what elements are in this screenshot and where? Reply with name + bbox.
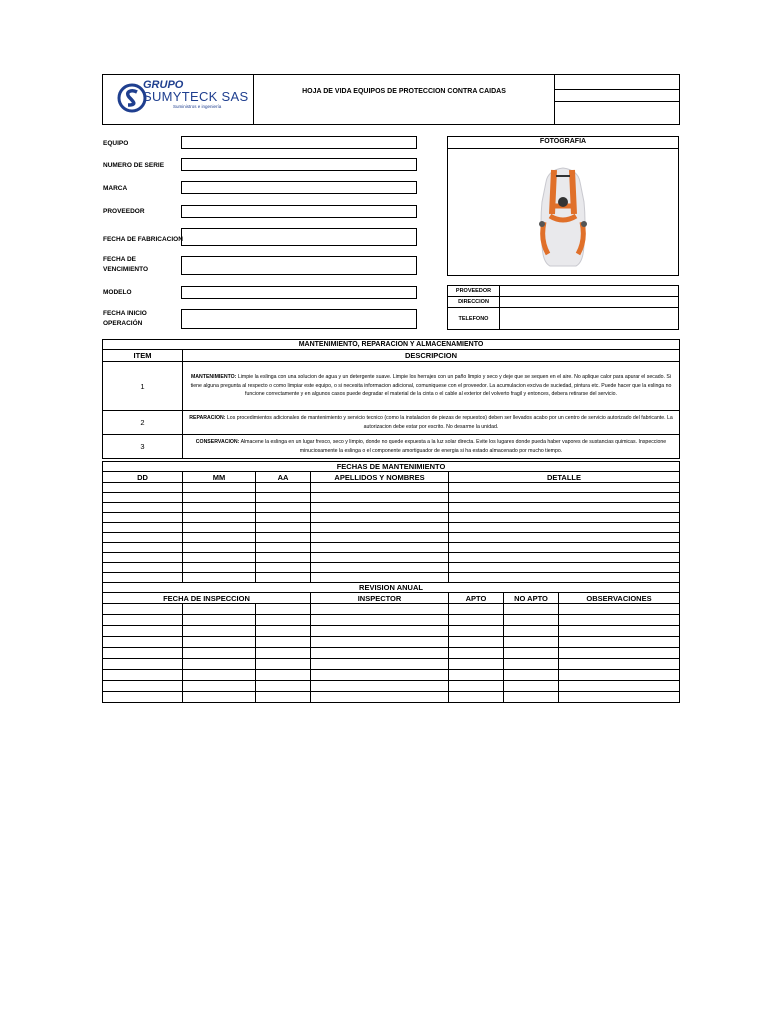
table-cell[interactable] [311, 533, 449, 543]
table-row [103, 543, 680, 553]
table-cell[interactable] [183, 626, 256, 637]
table-cell[interactable] [103, 604, 183, 615]
logo-company-name: SUMYTECK SAS [143, 89, 249, 104]
supplier-label-direccion: DIRECCION [448, 297, 500, 308]
input-fecha-fabricacion[interactable] [181, 228, 417, 246]
table-row [103, 681, 680, 692]
label-fecha-fabricacion: FECHA DE FABRICACION [103, 236, 183, 243]
table-row [103, 670, 680, 681]
maintenance-keyword-1: MANTENIMIENTO: [190, 374, 237, 381]
revision-col-inspector: INSPECTOR [311, 593, 449, 604]
table-cell[interactable] [256, 637, 311, 648]
company-logo [115, 78, 250, 120]
maintenance-keyword-2: REPARACION: [189, 414, 226, 421]
maintenance-item-3: 3 [103, 435, 183, 459]
input-modelo[interactable] [181, 286, 417, 299]
table-cell[interactable] [449, 493, 680, 503]
table-row [103, 637, 680, 648]
table-cell[interactable] [103, 563, 183, 573]
table-cell[interactable] [559, 692, 680, 703]
header-hline-2 [554, 101, 680, 102]
table-cell[interactable] [256, 573, 311, 583]
table-cell[interactable] [183, 513, 256, 523]
label-proveedor: PROVEEDOR [103, 208, 145, 215]
table-cell[interactable] [311, 513, 449, 523]
table-cell[interactable] [256, 604, 311, 615]
table-cell[interactable] [256, 553, 311, 563]
table-cell[interactable] [449, 563, 680, 573]
table-cell[interactable] [183, 615, 256, 626]
table-cell[interactable] [504, 692, 559, 703]
table-cell[interactable] [559, 659, 680, 670]
table-cell[interactable] [311, 493, 449, 503]
table-cell[interactable] [311, 483, 449, 493]
table-cell[interactable] [256, 659, 311, 670]
table-cell[interactable] [504, 604, 559, 615]
maintenance-title: MANTENIMIENTO, REPARACION Y ALMACENAMIENTO [103, 340, 680, 350]
table-row [103, 573, 680, 583]
revision-col-apto: APTO [449, 593, 504, 604]
table-row [103, 513, 680, 523]
table-cell[interactable] [311, 681, 449, 692]
header-hline-1 [554, 89, 680, 90]
table-cell[interactable] [103, 626, 183, 637]
table-cell[interactable] [256, 503, 311, 513]
table-cell[interactable] [256, 513, 311, 523]
table-cell[interactable] [311, 563, 449, 573]
table-cell[interactable] [311, 523, 449, 533]
table-cell[interactable] [311, 659, 449, 670]
table-cell[interactable] [449, 553, 680, 563]
maintenance-item-1: 1 [103, 362, 183, 411]
label-numero-serie: NUMERO DE SERIE [103, 162, 165, 169]
table-row [103, 626, 680, 637]
table-cell[interactable] [256, 523, 311, 533]
table-cell[interactable] [449, 543, 680, 553]
table-cell[interactable] [449, 523, 680, 533]
photo-header: FOTOGRAFIA [539, 138, 587, 145]
revision-col-no-apto: NO APTO [504, 593, 559, 604]
table-cell[interactable] [256, 563, 311, 573]
table-row [103, 553, 680, 563]
revision-title: REVISION ANUAL [103, 583, 680, 593]
table-cell[interactable] [183, 493, 256, 503]
table-cell[interactable] [449, 692, 504, 703]
table-cell[interactable] [311, 670, 449, 681]
table-row [103, 659, 680, 670]
table-row [103, 648, 680, 659]
table-cell[interactable] [103, 513, 183, 523]
revision-col-observaciones: OBSERVACIONES [559, 593, 680, 604]
table-cell[interactable] [256, 692, 311, 703]
maintenance-col-descripcion: DESCRIPCION [183, 350, 680, 362]
fechas-col-aa: AA [256, 472, 311, 483]
label-fecha-vencimiento-1: FECHA DE [103, 256, 136, 263]
table-cell[interactable] [103, 573, 183, 583]
table-cell[interactable] [183, 523, 256, 533]
table-cell[interactable] [311, 615, 449, 626]
table-cell[interactable] [103, 659, 183, 670]
table-cell[interactable] [183, 563, 256, 573]
input-fecha-vencimiento[interactable] [181, 256, 417, 275]
label-modelo: MODELO [103, 289, 132, 296]
label-fecha-inicio-2: OPERACIÓN [103, 320, 143, 327]
input-proveedor[interactable] [181, 205, 417, 218]
table-cell[interactable] [256, 626, 311, 637]
input-equipo[interactable] [181, 136, 417, 149]
table-cell[interactable] [311, 553, 449, 563]
table-row [103, 692, 680, 703]
table-cell[interactable] [559, 648, 680, 659]
input-marca[interactable] [181, 181, 417, 194]
table-cell[interactable] [256, 543, 311, 553]
table-cell[interactable] [504, 659, 559, 670]
table-cell[interactable] [183, 543, 256, 553]
photo-header-line [447, 148, 679, 149]
supplier-label-telefono: TELEFONO [448, 308, 500, 330]
supplier-label-proveedor: PROVEEDOR [448, 286, 500, 297]
table-cell[interactable] [311, 604, 449, 615]
label-equipo: EQUIPO [103, 140, 129, 147]
table-cell[interactable] [311, 626, 449, 637]
table-cell[interactable] [103, 648, 183, 659]
table-cell[interactable] [449, 626, 504, 637]
maintenance-table [102, 339, 680, 459]
input-numero-serie[interactable] [181, 158, 417, 171]
maintenance-desc-1 [183, 362, 680, 411]
input-fecha-inicio[interactable] [181, 309, 417, 329]
safety-harness-icon [528, 162, 598, 272]
table-row [103, 563, 680, 573]
table-cell[interactable] [449, 659, 504, 670]
supplier-input-telefono[interactable] [500, 308, 679, 330]
table-cell[interactable] [103, 533, 183, 543]
label-fecha-vencimiento-2: VENCIMIENTO [103, 266, 149, 273]
table-cell[interactable] [504, 626, 559, 637]
table-cell[interactable] [449, 513, 680, 523]
table-cell[interactable] [311, 503, 449, 513]
table-cell[interactable] [183, 503, 256, 513]
supplier-input-proveedor[interactable] [500, 286, 679, 297]
table-cell[interactable] [103, 523, 183, 533]
table-cell[interactable] [559, 637, 680, 648]
table-cell[interactable] [103, 483, 183, 493]
label-fecha-inicio-1: FECHA INICIO [103, 310, 147, 317]
table-cell[interactable] [504, 615, 559, 626]
fechas-col-nombres: APELLIDOS Y NOMBRES [311, 472, 449, 483]
maintenance-text-3: Almacene la eslinga en un lugar fresco, seco y limpio, donde no quede expuesta a la luz solar directa. Evite los lugares donde pueda haber vapores de sustancias quimicas. Inspeccione minuciosamente la eslinga o el componente amortiguador de energia si ha estado almacenado por mucho tiempo. [240, 438, 667, 454]
label-marca: MARCA [103, 185, 128, 192]
table-cell[interactable] [449, 615, 504, 626]
table-cell[interactable] [256, 483, 311, 493]
table-cell[interactable] [559, 681, 680, 692]
maintenance-desc-2 [183, 411, 680, 435]
supplier-table [447, 285, 679, 330]
revision-table [102, 582, 680, 703]
table-cell[interactable] [311, 648, 449, 659]
table-cell[interactable] [256, 493, 311, 503]
fechas-col-detalle: DETALLE [449, 472, 680, 483]
fechas-title: FECHAS DE MANTENIMIENTO [103, 462, 680, 472]
maintenance-text-2: Los procedimientos adicionales de mantenimiento y servicio tecnico (como la instalacion de piezas de repuestos) deben ser llevados acabo por un centro de servicio autorizado del fabricante. La autorizacion debe estar por escrito. No desarme la unidad. [226, 414, 673, 430]
table-cell[interactable] [183, 692, 256, 703]
table-cell[interactable] [103, 553, 183, 563]
table-cell[interactable] [559, 670, 680, 681]
table-cell[interactable] [449, 483, 680, 493]
table-cell[interactable] [559, 604, 680, 615]
revision-col-fecha: FECHA DE INSPECCION [103, 593, 311, 604]
table-cell[interactable] [183, 533, 256, 543]
header-divider-1 [253, 74, 254, 125]
table-cell[interactable] [504, 637, 559, 648]
header-divider-2 [554, 74, 555, 125]
table-cell[interactable] [183, 604, 256, 615]
table-cell[interactable] [311, 692, 449, 703]
table-cell[interactable] [103, 615, 183, 626]
table-cell[interactable] [559, 626, 680, 637]
table-row [103, 533, 680, 543]
table-cell[interactable] [256, 615, 311, 626]
table-cell[interactable] [449, 604, 504, 615]
table-cell[interactable] [103, 493, 183, 503]
table-cell[interactable] [183, 659, 256, 670]
table-cell[interactable] [183, 648, 256, 659]
table-cell[interactable] [103, 692, 183, 703]
table-cell[interactable] [449, 681, 504, 692]
table-row [103, 493, 680, 503]
table-cell[interactable] [183, 573, 256, 583]
table-cell[interactable] [103, 681, 183, 692]
table-cell[interactable] [559, 615, 680, 626]
table-cell[interactable] [311, 637, 449, 648]
table-cell[interactable] [183, 670, 256, 681]
fechas-col-dd: DD [103, 472, 183, 483]
maintenance-text-1: Limpie la eslinga con una solucion de agua y un detergente suave. Limpie los herrajes con un paño limpio y seco y deje que se sequen en el aire. No aplique calor para apurar el secado. Si tiene alguna pregunta al respecto o como limpiar este equipo, o si necesita informacion adicional, comuniquese con el proveedor. La acumulacion exciva de suciedad, pintura etc. Puede hacer que la eslinga no funcione correctamente y en algunos casos puede degradar el material de la cinta o el cable al exterior del volverto fragil y entonces, debera retirarse del servicio. [190, 374, 672, 398]
maintenance-desc-3 [183, 435, 680, 459]
table-cell[interactable] [183, 637, 256, 648]
table-cell[interactable] [103, 543, 183, 553]
table-cell[interactable] [504, 670, 559, 681]
logo-group-text: GRUPO [143, 79, 184, 91]
page-title: HOJA DE VIDA EQUIPOS DE PROTECCION CONTRA CAIDAS [302, 88, 506, 95]
table-cell[interactable] [504, 681, 559, 692]
logo-tagline: Suministros e ingeniería [173, 104, 222, 109]
table-cell[interactable] [103, 503, 183, 513]
table-row [103, 604, 680, 615]
table-cell[interactable] [183, 681, 256, 692]
supplier-input-direccion[interactable] [500, 297, 679, 308]
fechas-col-mm: MM [183, 472, 256, 483]
table-row [103, 615, 680, 626]
table-cell[interactable] [449, 503, 680, 513]
table-cell[interactable] [183, 553, 256, 563]
table-cell[interactable] [256, 533, 311, 543]
table-row [103, 523, 680, 533]
table-cell[interactable] [449, 648, 504, 659]
table-cell[interactable] [256, 670, 311, 681]
fechas-table [102, 461, 680, 583]
table-cell[interactable] [103, 670, 183, 681]
table-cell[interactable] [311, 543, 449, 553]
maintenance-item-2: 2 [103, 411, 183, 435]
table-cell[interactable] [183, 483, 256, 493]
maintenance-keyword-3: CONSERVACION: [195, 438, 240, 445]
table-row [103, 503, 680, 513]
table-row [103, 483, 680, 493]
table-cell[interactable] [449, 637, 504, 648]
table-cell[interactable] [449, 670, 504, 681]
table-cell[interactable] [449, 533, 680, 543]
table-cell[interactable] [256, 681, 311, 692]
table-cell[interactable] [103, 637, 183, 648]
maintenance-col-item: ITEM [103, 350, 183, 362]
table-cell[interactable] [504, 648, 559, 659]
table-cell[interactable] [311, 573, 449, 583]
table-cell[interactable] [256, 648, 311, 659]
table-cell[interactable] [449, 573, 680, 583]
